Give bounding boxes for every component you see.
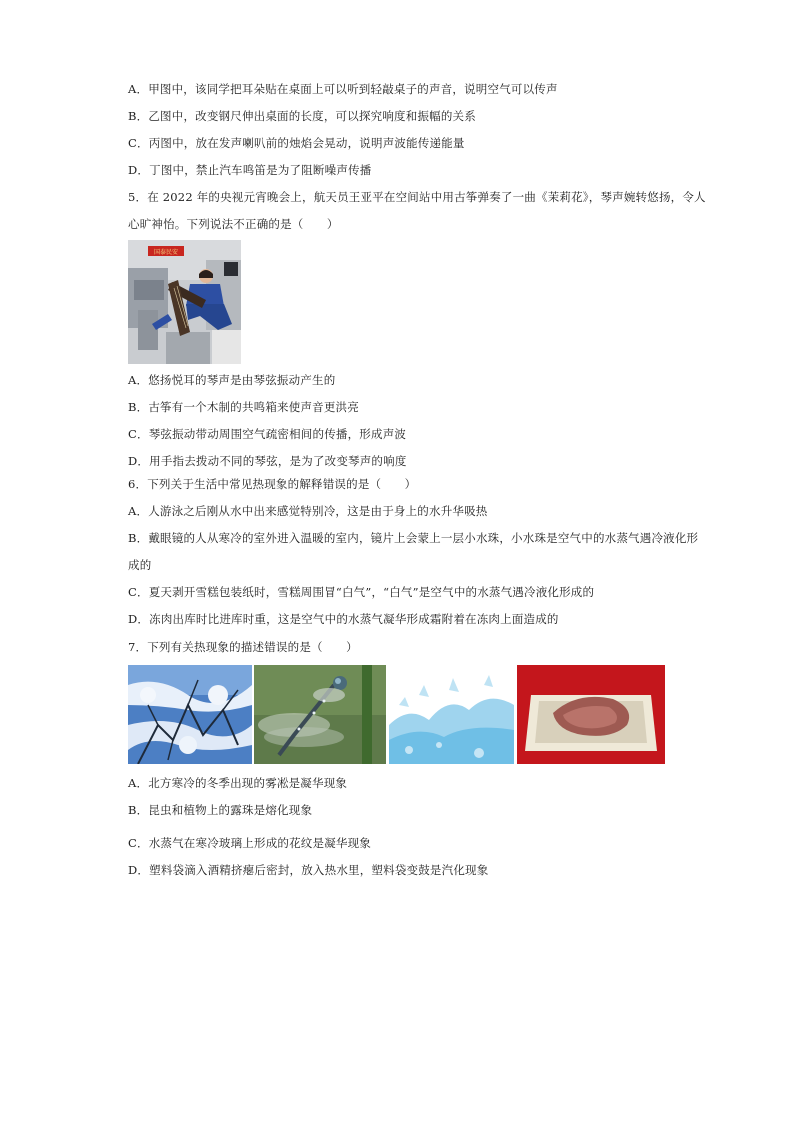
q6-option-b-line1: B．戴眼镜的人从寒冷的室外进入温暖的室内，镜片上会蒙上一层小水珠，小水珠是空气中的水蒸气遇冷液化形 [128,531,699,545]
window-frost-pattern-photo [389,665,514,764]
q4-option-c: C．丙图中，放在发声喇叭前的烛焰会晃动，说明声波能传递能量 [128,136,465,150]
q6-option-b-line2: 成的 [128,558,152,572]
rime-frost-photo [128,665,252,764]
q6-option-c: C．夏天剥开雪糕包装纸时，雪糕周围冒“白气”，“白气”是空气中的水蒸气遇冷液化形成的 [128,585,595,599]
q6-stem: 6．下列关于生活中常见热现象的解释错误的是（ ） [128,477,417,491]
q5-stem-line2: 心旷神怡。下列说法不正确的是（ ） [128,217,339,231]
frozen-meat-tray-photo [517,665,665,764]
q6-option-a: A．人游泳之后刚从水中出来感觉特别冷，这是由于身上的水升华吸热 [128,504,488,518]
astronaut-guzheng-photo [128,240,241,364]
q4-option-b: B．乙图中，改变钢尺伸出桌面的长度，可以探究响度和振幅的关系 [128,109,476,123]
q6-option-d: D．冻肉出库时比进库时重，这是空气中的水蒸气凝华形成霜附着在冻肉上面造成的 [128,612,559,626]
q7-stem: 7．下列有关热现象的描述错误的是（ ） [128,640,358,654]
q5-option-b: B．古筝有一个木制的共鸣箱来使声音更洪亮 [128,400,359,414]
q7-option-a: A．北方寒冷的冬季出现的雾凇是凝华现象 [128,776,348,790]
q5-option-c: C．琴弦振动带动周围空气疏密相间的传播，形成声波 [128,427,407,441]
q5-option-d: D．用手指去拨动不同的琴弦，是为了改变琴声的响度 [128,454,407,468]
q5-stem-line1: 5．在 2022 年的央视元宵晚会上，航天员王亚平在空间站中用古筝弹奏了一曲《茉莉花》，琴声婉转悠扬，令人 [128,190,706,204]
q7-option-d: D．塑料袋滴入酒精挤瘪后密封，放入热水里，塑料袋变鼓是汽化现象 [128,863,489,877]
q4-option-d: D．丁图中，禁止汽车鸣笛是为了阻断噪声传播 [128,163,372,177]
dragonfly-dew-photo [254,665,386,764]
q7-option-b: B．昆虫和植物上的露珠是熔化现象 [128,803,313,817]
q4-option-a: A．甲图中，该同学把耳朵贴在桌面上可以听到轻敲桌子的声音，说明空气可以传声 [128,82,558,96]
q7-option-c: C．水蒸气在寒冷玻璃上形成的花纹是凝华现象 [128,836,371,850]
banner-text: 国泰民安 [153,249,179,256]
q5-option-a: A．悠扬悦耳的琴声是由琴弦振动产生的 [128,373,336,387]
